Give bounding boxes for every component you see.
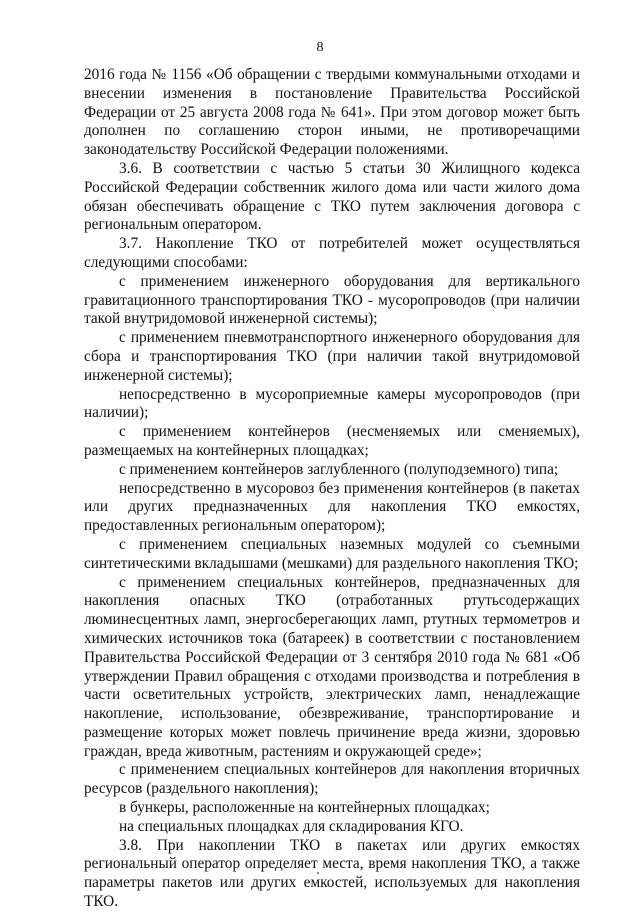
paragraph-continuation: 2016 года № 1156 «Об обращении с твердыми коммунальными отходами и внесении изменения в постановление Правительства Российской Федерации от 25 августа 2008 года № 641». При этом договор может быть дополнен по соглашению сторон иными, не противоречащими законодательству Российской Федерации положениями. [84,66,580,159]
page-number: 8 [316,40,324,55]
list-item: с применением специальных наземных модулей со съемными синтетическими вкладышами (мешками) для раздельного накопления ТКО; [84,535,580,572]
list-item: непосредственно в мусоровоз без применения контейнеров (в пакетах или других предназначенных для накопления ТКО емкостях, предоставленных региональным оператором); [84,479,580,535]
list-item: непосредственно в мусороприемные камеры мусоропроводов (при наличии); [84,385,580,422]
list-item: с применением инженерного оборудования для вертикального гравитационного транспортирования ТКО - мусоропроводов (при наличии такой внутридомовой инженерной системы); [84,272,580,328]
list-item: с применением контейнеров (несменяемых или сменяемых), размещаемых на контейнерных площадках; [84,423,580,459]
paragraph-3-8: 3.8. При накоплении ТКО в пакетах или других емкостях региональный оператор определяет места, время накопления ТКО, а также параметры пакетов или других емкостей, используемых для накопления ТКО. [84,836,580,911]
list-item: с применением специальных контейнеров для накопления вторичных ресурсов (раздельного накопления); [84,761,580,798]
list-item: с применением контейнеров заглубленного (полуподземного) типа; [119,460,559,478]
list-item: с применением специальных контейнеров, предназначенных для накопления опасных ТКО (отработанных ртутьсодержащих люминесцентных ламп, энергосберегающих ламп, ртутных термометров и химических источников тока (батареек) в соответствии с постановлением Правительства Российской Федерации от 3 сентября 2010 года № 681 «Об утверждении Правил обращения с отходами производства и потребления в части осветительных устройств, электрических ламп, ненадлежащие накопление, использование, обезвреживание, транспортирование и размещение которых может повлечь причинение вреда жизни, здоровью граждан, вреда животным, растениям и окружающей среде»; [84,573,580,760]
scan-speck [317,872,319,874]
list-item: в бункеры, расположенные на контейнерных площадках; [119,799,490,817]
paragraph-3-6: 3.6. В соответствии с частью 5 статьи 30 Жилищного кодекса Российской Федерации собственник жилого дома или части жилого дома обязан обеспечивать обращение с ТКО путем заключения договора с региональным оператором. [84,159,580,234]
list-item: с применением пневмотранспортного инженерного оборудования для сбора и транспортирования ТКО (при наличии такой внутридомовой инженерной системы); [84,329,580,384]
document-body [84,66,580,912]
paragraph-3-7: 3.7. Накопление ТКО от потребителей может осуществляться следующими способами: [84,235,580,271]
list-item: на специальных площадках для складирования КГО. [119,817,464,835]
